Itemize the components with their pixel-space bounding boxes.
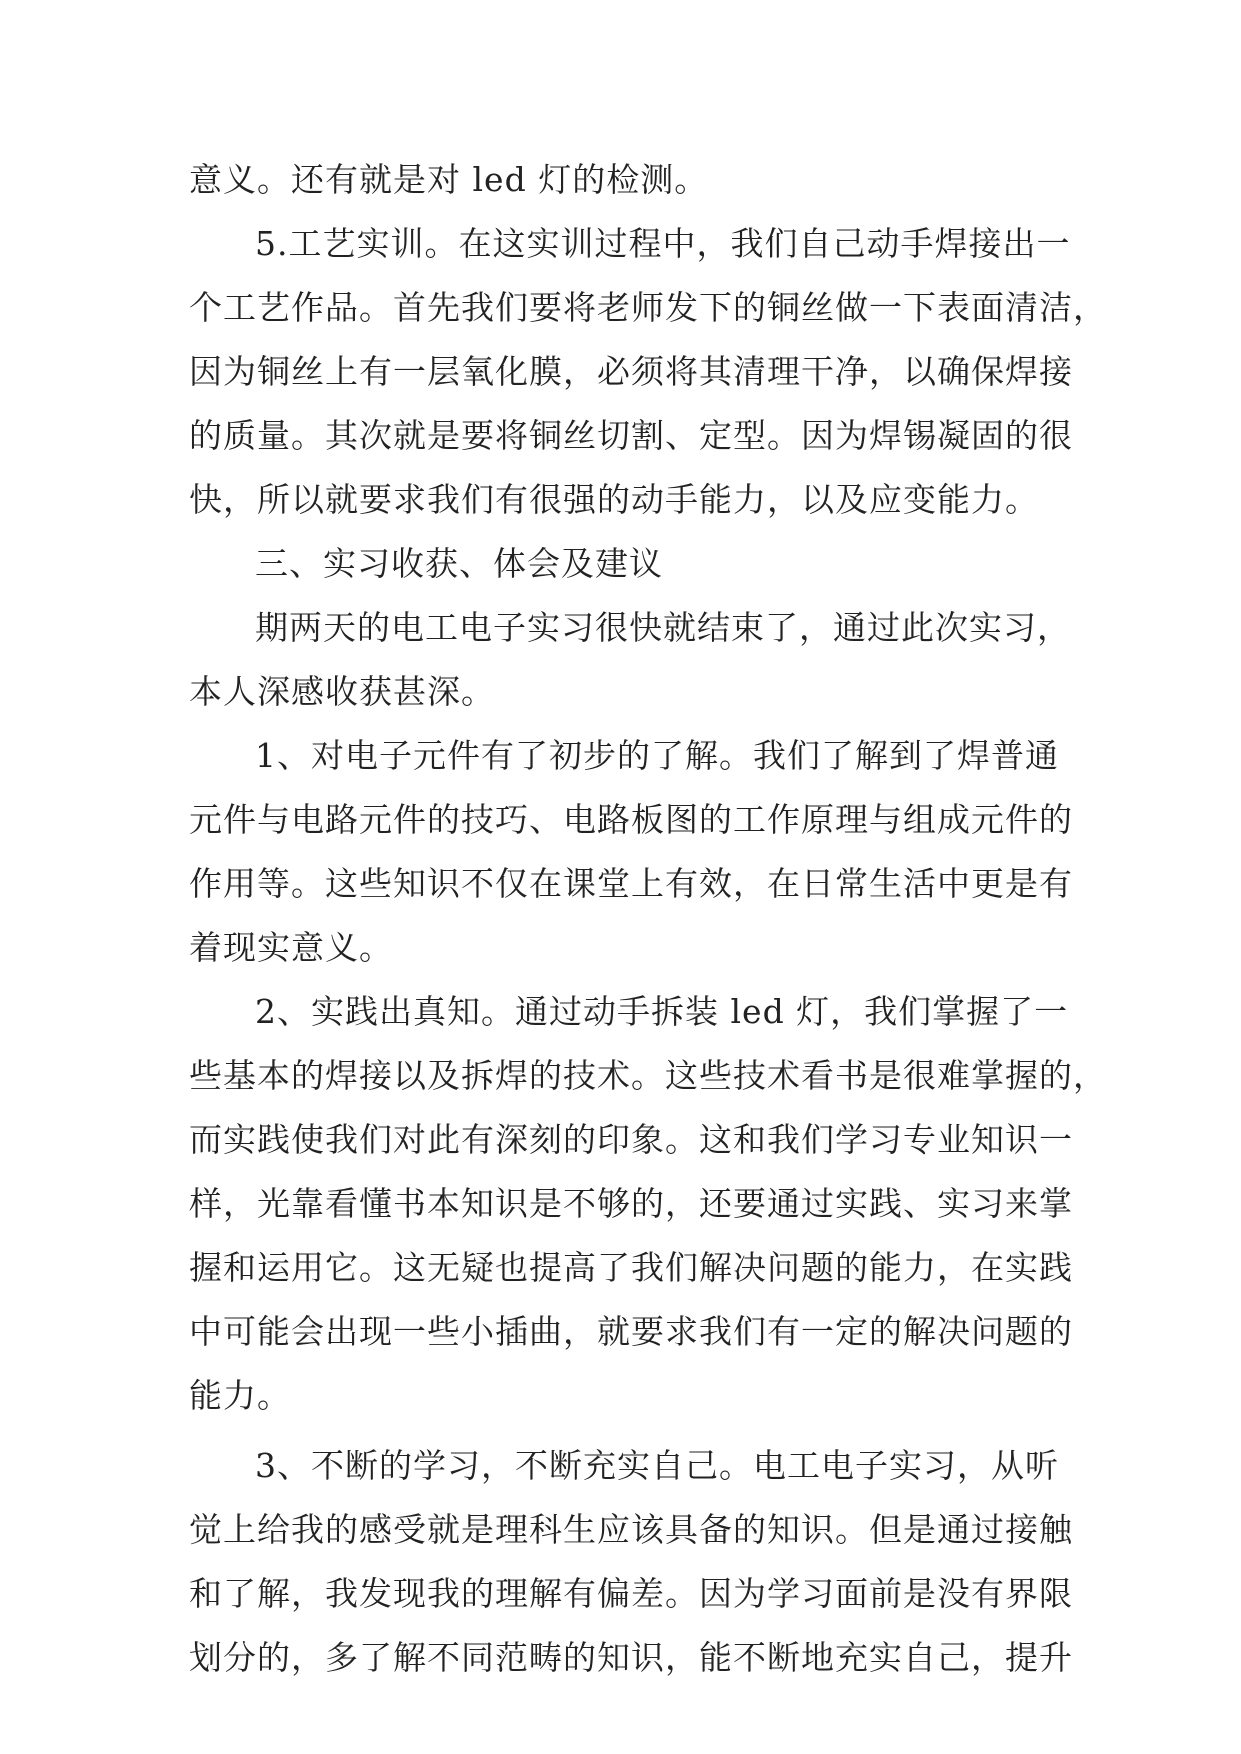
text-line: 作用等。这些知识不仅在课堂上有效，在日常生活中更是有 [189, 864, 1073, 903]
text-line: 因为铜丝上有一层氧化膜，必须将其清理干净，以确保焊接 [189, 352, 1073, 391]
text-line: 的质量。其次就是要将铜丝切割、定型。因为焊锡凝固的很 [189, 416, 1073, 455]
text-line: 5.工艺实训。在这实训过程中，我们自己动手焊接出一 [255, 224, 1071, 263]
text-line: 1、对电子元件有了初步的了解。我们了解到了焊普通 [255, 736, 1059, 775]
text-line: 期两天的电工电子实习很快就结束了，通过此次实习， [255, 608, 1071, 647]
text-line: 意义。还有就是对 led 灯的检测。 [189, 160, 709, 199]
text-line: 能力。 [189, 1376, 291, 1415]
section-heading: 三、实习收获、体会及建议 [255, 544, 663, 583]
text-line: 3、不断的学习，不断充实自己。电工电子实习，从听 [255, 1446, 1059, 1485]
text-line: 快，所以就要求我们有很强的动手能力，以及应变能力。 [189, 480, 1039, 519]
text-line: 划分的，多了解不同范畴的知识，能不断地充实自己，提升 [189, 1638, 1073, 1677]
text-line: 本人深感收获甚深。 [189, 672, 495, 711]
text-line: 元件与电路元件的技巧、电路板图的工作原理与组成元件的 [189, 800, 1073, 839]
text-line: 觉上给我的感受就是理科生应该具备的知识。但是通过接触 [189, 1510, 1073, 1549]
text-line: 握和运用它。这无疑也提高了我们解决问题的能力，在实践 [189, 1248, 1073, 1287]
text-line: 着现实意义。 [189, 928, 393, 967]
text-line: 样，光靠看懂书本知识是不够的，还要通过实践、实习来掌 [189, 1184, 1073, 1223]
text-line: 2、实践出真知。通过动手拆装 led 灯，我们掌握了一 [255, 992, 1069, 1031]
text-line: 中可能会出现一些小插曲，就要求我们有一定的解决问题的 [189, 1312, 1073, 1351]
text-line: 些基本的焊接以及拆焊的技术。这些技术看书是很难掌握的， [189, 1056, 1107, 1095]
text-line: 个工艺作品。首先我们要将老师发下的铜丝做一下表面清洁， [189, 288, 1107, 327]
text-line: 和了解，我发现我的理解有偏差。因为学习面前是没有界限 [189, 1574, 1073, 1613]
text-line: 而实践使我们对此有深刻的印象。这和我们学习专业知识一 [189, 1120, 1073, 1159]
